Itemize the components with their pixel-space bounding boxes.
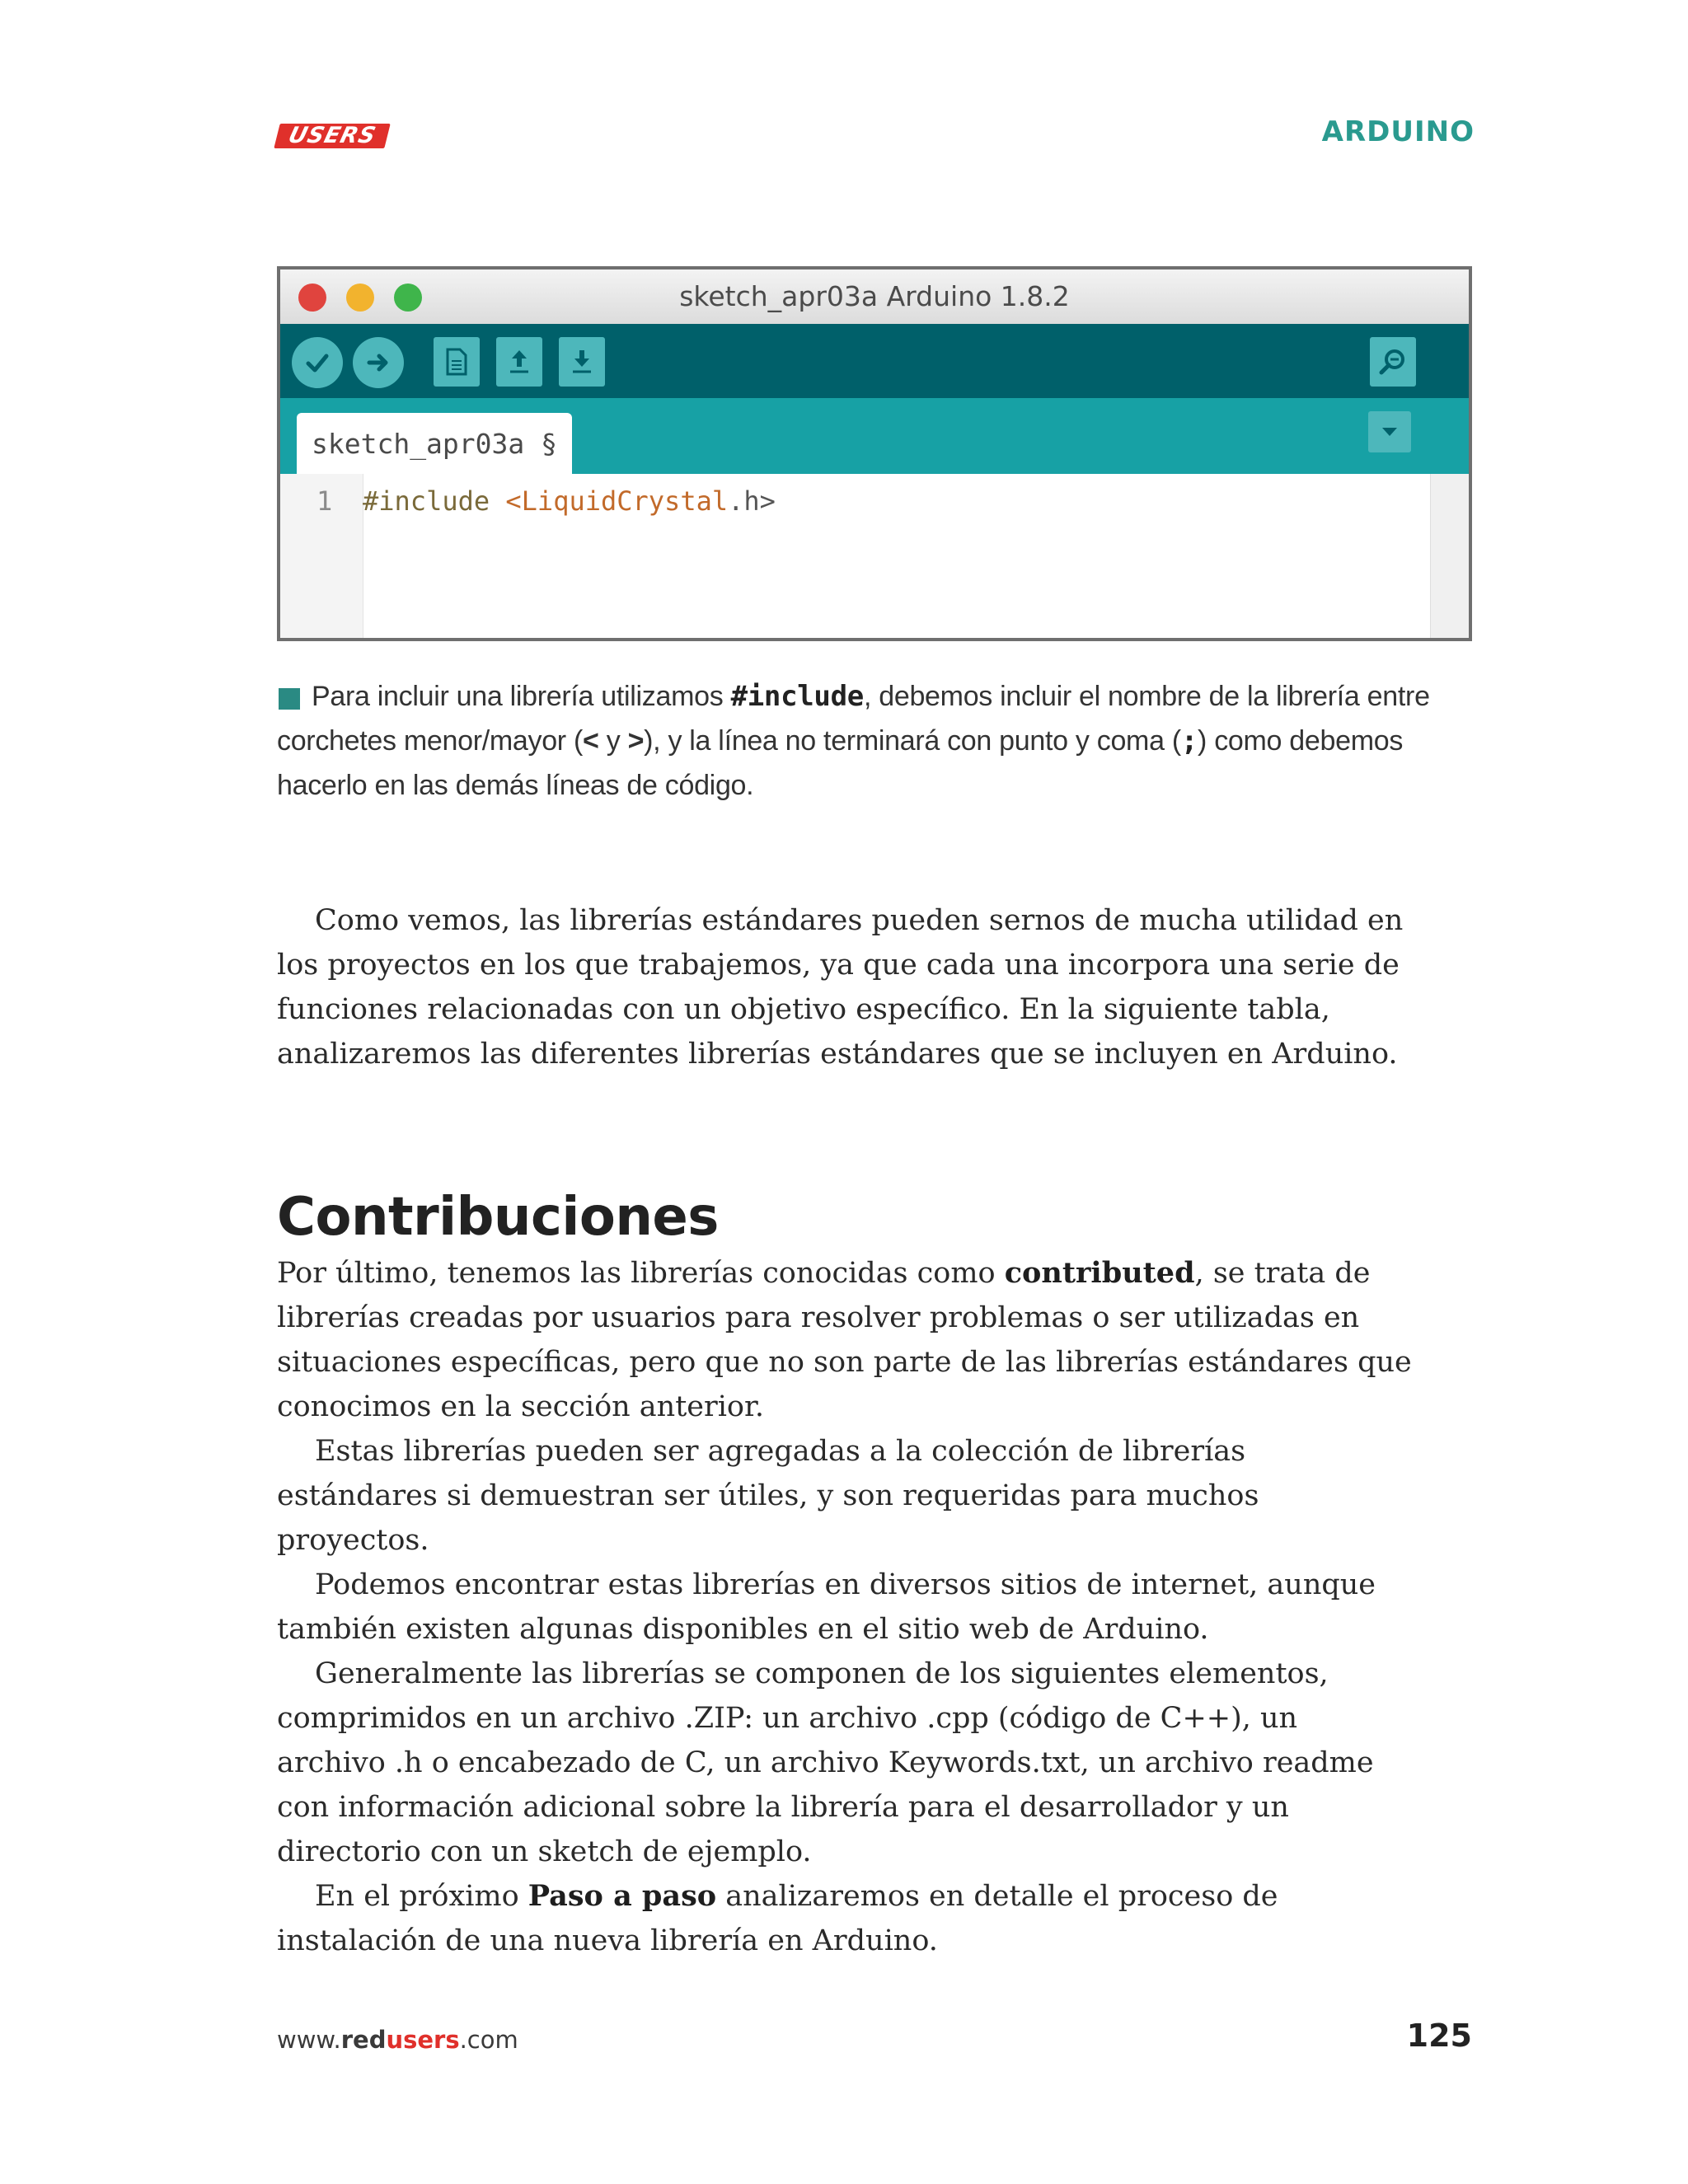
paragraph-elements-text: Generalmente las librerías se componen de los siguientes elementos, comprimidos en un archivo .ZIP: un archivo .cpp (código de C++), un archivo .h o encabezado de C, un archivo Keywords.txt, un archivo readme con información adicional sobre la librería para el desarrollador y un directorio con un sketch de ejemplo. bbox=[277, 1657, 1374, 1868]
code-library-name: <LiquidCrystal bbox=[505, 485, 729, 517]
footer-url[interactable] bbox=[277, 2026, 518, 2054]
tab-sketch-label: sketch_apr03a § bbox=[311, 427, 557, 460]
ide-titlebar bbox=[280, 269, 1469, 325]
save-sketch-icon[interactable] bbox=[559, 337, 605, 387]
running-head: ARDUINO bbox=[1321, 115, 1475, 148]
chevron-down-icon bbox=[1381, 426, 1399, 438]
paragraph-intro bbox=[277, 898, 1414, 1076]
ide-toolbar bbox=[280, 324, 1469, 398]
figure-caption bbox=[277, 674, 1480, 808]
arduino-ide-screenshot bbox=[277, 266, 1472, 641]
ide-window-title: sketch_apr03a Arduino 1.8.2 bbox=[679, 280, 1070, 312]
paragraph-intro-text: Como vemos, las librerías estándares pueden sernos de mucha utilidad en los proyectos en los que trabajemos, ya que cada una incorpora una serie de funciones relacionadas con un objetivo específico. En la siguiente tabla, analizaremos las diferentes librerías estándares que se incluyen en Arduino. bbox=[277, 904, 1404, 1071]
code-library-ext: .h> bbox=[728, 485, 776, 517]
caption-text-1: Para incluir una librería utilizamos bbox=[312, 681, 731, 712]
footer-url-pre: www. bbox=[277, 2026, 341, 2054]
term-paso-a-paso: Paso a paso bbox=[528, 1879, 717, 1913]
caption-semicolon: ; bbox=[1180, 724, 1198, 757]
paragraph-standard bbox=[277, 1429, 1414, 1563]
caption-text-2: , debemos incluir el nombre de la librería entre corchetes menor/mayor ( bbox=[277, 681, 1430, 757]
paragraph-internet-text: Podemos encontrar estas librerías en diversos sitios de internet, aunque también existen algunas disponibles en el sitio web de Arduino. bbox=[277, 1568, 1376, 1646]
tab-sketch[interactable] bbox=[297, 413, 572, 474]
paragraph-contributed-text-2: , se trata de librerías creadas por usuarios para resolver problemas o ser utilizadas en situaciones específicas, pero que no son parte de las librerías estándares que conocimos en la sección anterior. bbox=[277, 1257, 1412, 1423]
caption-text-3: ), y la línea no terminará con punto y coma ( bbox=[644, 725, 1181, 757]
footer-url-post: .com bbox=[459, 2026, 518, 2054]
term-contributed: contributed bbox=[1004, 1256, 1195, 1290]
caption-code-include: #include bbox=[730, 680, 864, 713]
logo-text: USERS bbox=[285, 123, 379, 148]
footer-url-users: users bbox=[386, 2026, 460, 2054]
editor-scrollbar[interactable] bbox=[1430, 474, 1470, 641]
caption-gt: > bbox=[627, 725, 645, 757]
paragraph-contributed-text-1: Por último, tenemos las librerías conocidas como bbox=[277, 1257, 1005, 1290]
footer-url-red: red bbox=[340, 2026, 387, 2054]
line-number: 1 bbox=[316, 485, 333, 517]
paragraph-next-text-2: analizaremos en detalle el proceso de instalación de una nueva librería en Arduino. bbox=[277, 1880, 1278, 1957]
caption-lt: < bbox=[583, 725, 599, 757]
open-sketch-icon[interactable] bbox=[496, 337, 542, 387]
tab-menu-button[interactable] bbox=[1368, 411, 1411, 452]
paragraph-elements bbox=[277, 1652, 1414, 1874]
page-number: 125 bbox=[1406, 2018, 1472, 2054]
paragraph-contributed bbox=[277, 1251, 1414, 1429]
upload-icon[interactable] bbox=[353, 337, 404, 388]
caption-text-4: ) como debemos hacerlo en las demás líneas de código. bbox=[277, 725, 1404, 801]
ide-tabbar bbox=[280, 398, 1469, 474]
new-sketch-icon[interactable] bbox=[434, 337, 480, 387]
paragraph-next-text-1: En el próximo bbox=[315, 1880, 528, 1913]
serial-monitor-icon[interactable] bbox=[1370, 337, 1416, 387]
paragraph-standard-text: Estas librerías pueden ser agregadas a la colección de librerías estándares si demuestran ser útiles, y son requeridas para muchos proyectos. bbox=[277, 1435, 1259, 1557]
users-logo bbox=[274, 124, 390, 148]
paragraph-next-step bbox=[277, 1874, 1414, 1963]
code-include-keyword: #include bbox=[363, 485, 490, 517]
section-heading: Contribuciones bbox=[277, 1187, 719, 1248]
code-editor-line[interactable] bbox=[363, 485, 776, 517]
verify-icon[interactable] bbox=[292, 337, 343, 388]
caption-y: y bbox=[598, 725, 628, 757]
paragraph-internet bbox=[277, 1563, 1414, 1652]
